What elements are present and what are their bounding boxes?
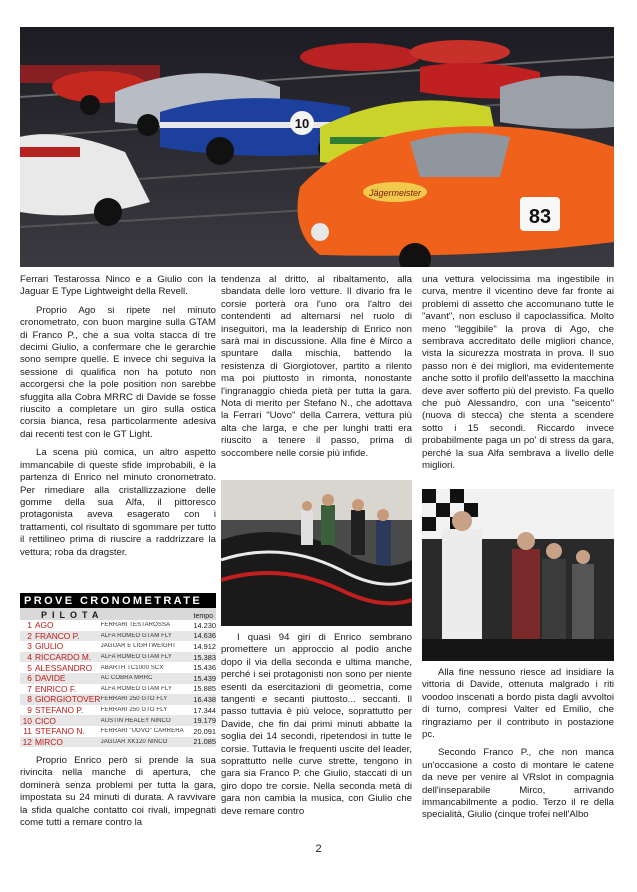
table-row: [20, 694, 216, 705]
position-cell: 10: [22, 715, 32, 726]
position-cell: 6: [27, 673, 32, 684]
paragraph: La scena più comica, un altro aspetto immancabile di queste sfide improbabili, è la partenza di Enrico nel minuto cronometrato. Per rimediare alla cristallizzazione delle gomme della sua Alfa, il pittoresco protagonista aveva esagerato con i trattamenti, col risultato di sgommare per tutto il rettilineo prima di riuscire a raddrizzare la vettura; roba da dragster.: [20, 447, 216, 558]
position-cell: 2: [27, 630, 32, 641]
right-column-bottom-text: [422, 667, 614, 822]
paragraph: Proprio Enrico però si prende la sua rivincita nella manche di apertura, che dominerà senza problemi per tutta la gara, impostata su 24 minuti di durata. A ravvivare la sfida qualche contatto coi rivali, impegnati come tutti a remare contro la: [20, 755, 216, 829]
pilot-cell: MIRCO: [34, 736, 63, 747]
position-cell: 7: [27, 683, 32, 694]
paragraph: una vettura velocissima ma ingestibile in curva, mentre il vicentino deve far fronte ai problemi di assetto che accomunano tutte le "avant", non escluso il capoclassifica. Molto meno "leggibile" la prova di Ago, che sembrava accreditato delle migliori chance, vista la sicurezza mostrata in prova. Il suo passo non è dei migliori, ma evidentemente anche sotto il profilo dell'assetto la macchina deve aver sofferto più del previsto. Fa quello che può Alessandro, con una "seicento" (nuova di stecca) che stenta a scendere sotto i 15 secondi. Riccardo invece probabilmente paga un po' di stress da gara, perché la sua Alfa sembrava a livello delle migliori.: [422, 274, 614, 472]
table-row: [20, 715, 216, 726]
car-cell: JAGUAR XK120 NINCO: [100, 738, 168, 745]
pilot-cell: ALESSANDRO: [34, 662, 93, 673]
time-cell: 15.439: [193, 673, 216, 683]
paragraph: Secondo Franco P., che non manca un'occasione a costo di montare le catene da neve per venire al VRslot in compagnia dell'inseparabile Mirco, arrivando immancabilmente a podio. Terzo il re della specialità, Giulio (cinque trofei nell'Albo: [422, 747, 614, 821]
car-cell: FERRARI 250 GTO FLY: [100, 707, 168, 714]
qualifying-results-table: [20, 593, 216, 747]
drivers-photo-illustration: [422, 489, 614, 661]
right-column-text: [422, 274, 614, 473]
time-cell: 20.091: [193, 726, 216, 736]
car-cell: AUSTIN HEALEY NINCO: [100, 717, 171, 724]
sponsor-label: Jägermeister: [368, 188, 422, 198]
position-cell: 3: [27, 641, 32, 652]
paragraph: Ferrari Testarossa Ninco e a Giulio con la Jaguar E Type Lightweight della Revell.: [20, 274, 216, 298]
car-cell: ALFA ROMEO GTAM FLY: [100, 685, 172, 692]
time-cell: 16.438: [193, 694, 216, 704]
car-cell: AC COBRA MRRC: [100, 675, 153, 682]
table-row: [20, 684, 216, 695]
pilot-cell: GIULIO: [34, 641, 64, 652]
drivers-photo-right: [422, 489, 614, 661]
left-column-bottom-text: [20, 755, 216, 829]
time-cell: 19.179: [193, 716, 216, 726]
table-row: [20, 641, 216, 652]
table-header: [20, 608, 216, 620]
table-row: [20, 705, 216, 716]
column-header-pilot: PILOTA: [41, 610, 104, 620]
car-cell: FERRARI "UOVO" CARRERA: [100, 728, 184, 735]
table-row: [20, 620, 216, 631]
time-cell: 15.885: [193, 684, 216, 694]
time-cell: 14.230: [193, 620, 216, 630]
pilot-cell: CICO: [34, 715, 56, 726]
pilot-cell: GIORGIOTOVER: [34, 694, 101, 705]
slot-car-race-illustration: [20, 27, 614, 267]
pilot-cell: DAVIDE: [34, 673, 66, 684]
table-row: [20, 737, 216, 748]
table-title: PROVE CRONOMETRATE: [20, 593, 216, 608]
car-number-10: 10: [294, 116, 310, 131]
page-number: 2: [315, 843, 322, 855]
paragraph: I quasi 94 giri di Enrico sembrano promettere un approccio al podio anche dopo il via della seconda e ultima manche, perché i sei protagonisti non sono per niente esenti da esercitazioni di geometria, come tangenti e secanti piuttosto... seccanti. Il passo tuttavia è più veloce, soprattutto per Davide, che fin dai primi minuti abbatte la soglia dei 14 secondi, ripetendosi in tutte le corsie. Tuttavia le frequenti uscite del leader, soprattutto nelle curve strette, tengono in gara sia Franco P. che Giulio, staccati di un giro dopo tre corsie. Nella seconda metà di gara non cambia la musica, con Giulio che deve remare contro: [221, 632, 412, 817]
column-header-time: tempo: [193, 613, 213, 620]
table-row: [20, 726, 216, 737]
time-cell: 15.383: [193, 652, 216, 662]
car-cell: FERRARI 250 GTO FLY: [100, 696, 168, 703]
paragraph: Proprio Ago si ripete nel minuto cronometrato, con buon margine sulla GTAM di Franco P., che a sua volta stacca di tre decimi Giulio, a confermare che le gerarchie sono sempre quelle. E invece chi seguiva la sessione di qualifica non ha potuto non accorgersi che la pole position non sarebbe sfuggita alla Cobra MRRC di Davide se fosse riuscito a completare un giro sulla ostica corsia bianca, resa particolarmente adesiva dai recenti test con le GT Light.: [20, 304, 216, 440]
middle-column-text: [221, 274, 412, 460]
position-cell: 9: [27, 705, 32, 716]
time-cell: 14.636: [193, 631, 216, 641]
paragraph: tendenza al dritto, al ribaltamento, alla sbandata delle loro vetture. Il divario fra le corsie porterà ora l'uno ora l'altro dei contendenti ad alternarsi nel ruolo di inseguitori, ma la leadership di Enrico non sarà mai in discussione. Alla fine è Mirco a spuntare dalla mischia, battendo la resistenza di Giorgiotover, partito a rilento ma poi piuttosto in rimonta, nonostante l'ingranaggio chieda pietà per tutta la gara. Nota di merito per Stefano N., che adottava la Ferrari "Uovo" della Carrera, vettura più alta che larga, e che per lunghi tratti era riuscito a tenere il passo, prima di soccombere nelle corsie più infide.: [221, 274, 412, 459]
car-number-83: 83: [528, 206, 552, 228]
time-cell: 17.344: [193, 705, 216, 715]
paragraph: Alla fine nessuno riesce ad insidiare la vittoria di Davide, ottenuta malgrado i riti voodoo inscenati a bordo pista dagli avvoltoi di turno, compresi Valter ed Emilio, che ringraziamo per il contributo in postazione pc.: [422, 667, 614, 741]
time-cell: 21.085: [193, 737, 216, 747]
track-photo-middle: [221, 480, 412, 626]
pilot-cell: STEFANO P.: [34, 705, 84, 716]
middle-column-bottom-text: [221, 632, 412, 818]
car-cell: FERRARI TESTAROSSA: [100, 622, 171, 629]
position-cell: 8: [27, 694, 32, 705]
pilot-cell: STEFANO N.: [34, 726, 85, 737]
left-column-text: [20, 274, 216, 559]
table-body: [20, 620, 216, 747]
hero-photo: [20, 27, 614, 267]
table-row: [20, 673, 216, 684]
car-cell: ABARTH TC1000 SCX: [100, 664, 164, 671]
table-row: [20, 631, 216, 642]
time-cell: 15.436: [193, 663, 216, 673]
car-cell: ALFA ROMEO GTAM FLY: [100, 632, 172, 639]
track-photo-illustration: [221, 480, 412, 626]
time-cell: 14.912: [193, 641, 216, 651]
pilot-cell: AGO: [34, 620, 54, 631]
pilot-cell: ENRICO F.: [34, 683, 77, 694]
position-cell: 4: [27, 652, 32, 663]
table-row: [20, 662, 216, 673]
position-cell: 1: [27, 620, 32, 631]
car-cell: JAGUAR E LIGHTWEIGHT: [100, 643, 176, 650]
position-cell: 5: [27, 662, 32, 673]
pilot-cell: FRANCO P.: [34, 630, 80, 641]
table-row: [20, 652, 216, 663]
position-cell: 11: [23, 726, 32, 737]
pilot-cell: RICCARDO M.: [34, 652, 92, 663]
position-cell: 12: [22, 736, 32, 747]
car-cell: ALFA ROMEO GTAM FLY: [100, 654, 172, 661]
